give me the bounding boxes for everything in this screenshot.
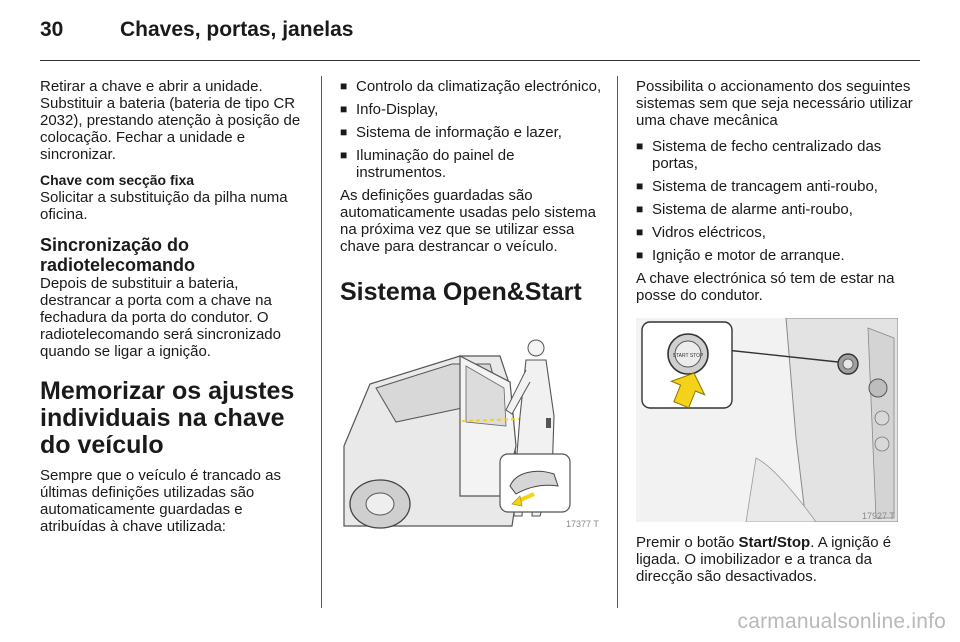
column-right — [636, 78, 916, 594]
saved-settings-list — [340, 78, 608, 181]
list-item: ■ Vidros eléctricos, — [636, 224, 916, 241]
sync-heading-line2: radiotelecomando — [40, 255, 196, 275]
fixed-key-heading: Chave com secção fixa — [40, 172, 195, 188]
watermark: carmanualsonline.info — [737, 610, 946, 633]
open-start-intro: Possibilita o accionamento dos seguintes sistemas sem que seja necessário utilizar uma chave mecânica — [636, 78, 913, 129]
sync-text: Depois de substituir a bateria, destrancar a porta com a chave na fechadura da porta do condutor. O radiotelecomando será sincronizado quando se ligar a ignição. — [40, 275, 281, 360]
list-item: ■ Sistema de trancagem anti-roubo, — [636, 178, 916, 195]
section-title: Chaves, portas, janelas — [120, 18, 354, 41]
figure-code: 17377 T — [566, 519, 599, 529]
column-left — [40, 78, 308, 544]
list-item: ■ Iluminação do painel de instrumentos. — [340, 147, 608, 181]
systems-list — [636, 138, 916, 264]
header-divider — [40, 60, 920, 61]
list-item: ■ Sistema de fecho centralizado das portas, — [636, 138, 916, 172]
dashboard-drawing — [636, 318, 898, 522]
column-divider — [321, 76, 322, 608]
press-suffix: . A ignição é ligada. O imobilizador e a tranca da direcção são desactivados. — [636, 534, 892, 585]
car-door-drawing — [340, 326, 602, 532]
list-item: ■ Info-Display, — [340, 101, 608, 118]
saved-settings-text: As definições guardadas são automaticamente usadas pelo sistema na próxima vez que se utilizar essa chave para destrancar o veículo. — [340, 187, 596, 255]
start-stop-keyword: Start/Stop — [738, 534, 811, 551]
press-start-stop-text — [636, 534, 916, 585]
list-item: ■ Ignição e motor de arranque. — [636, 247, 916, 264]
memorize-heading: Memorizar os ajustes individuais na chave do veículo — [40, 377, 295, 459]
list-item: ■ Sistema de informação e lazer, — [340, 124, 608, 141]
list-item: ■ Controlo da climatização electrónico, — [340, 78, 608, 95]
fixed-key-text: Solicitar a substituição da pilha numa oficina. — [40, 189, 288, 223]
column-middle — [340, 78, 608, 532]
column-divider — [617, 76, 618, 608]
sync-heading-line1: Sincronização do — [40, 235, 190, 255]
press-prefix: Premir o botão — [636, 534, 739, 551]
open-start-heading: Sistema Open&Start — [340, 278, 582, 306]
button-label: START STOP — [672, 353, 704, 359]
battery-replacement-text: Retirar a chave e abrir a unidade. Substituir a bateria (bateria de tipo CR 2032), prestando atenção à posição de colocação. Fechar a unidade e sincronizar. — [40, 78, 301, 163]
key-possession-text: A chave electrónica só tem de estar na posse do condutor. — [636, 270, 895, 304]
memorize-text: Sempre que o veículo é trancado as últimas definições utilizadas são automaticamente guardadas e atribuídas à chave utilizada: — [40, 467, 281, 535]
page-header — [40, 14, 920, 44]
list-item: ■ Sistema de alarme anti-roubo, — [636, 201, 916, 218]
sync-heading — [40, 235, 308, 275]
figure-code: 17927 T — [862, 511, 895, 521]
start-stop-button-illustration — [636, 318, 898, 522]
page-number: 30 — [40, 18, 64, 41]
door-handle-illustration — [340, 326, 602, 532]
